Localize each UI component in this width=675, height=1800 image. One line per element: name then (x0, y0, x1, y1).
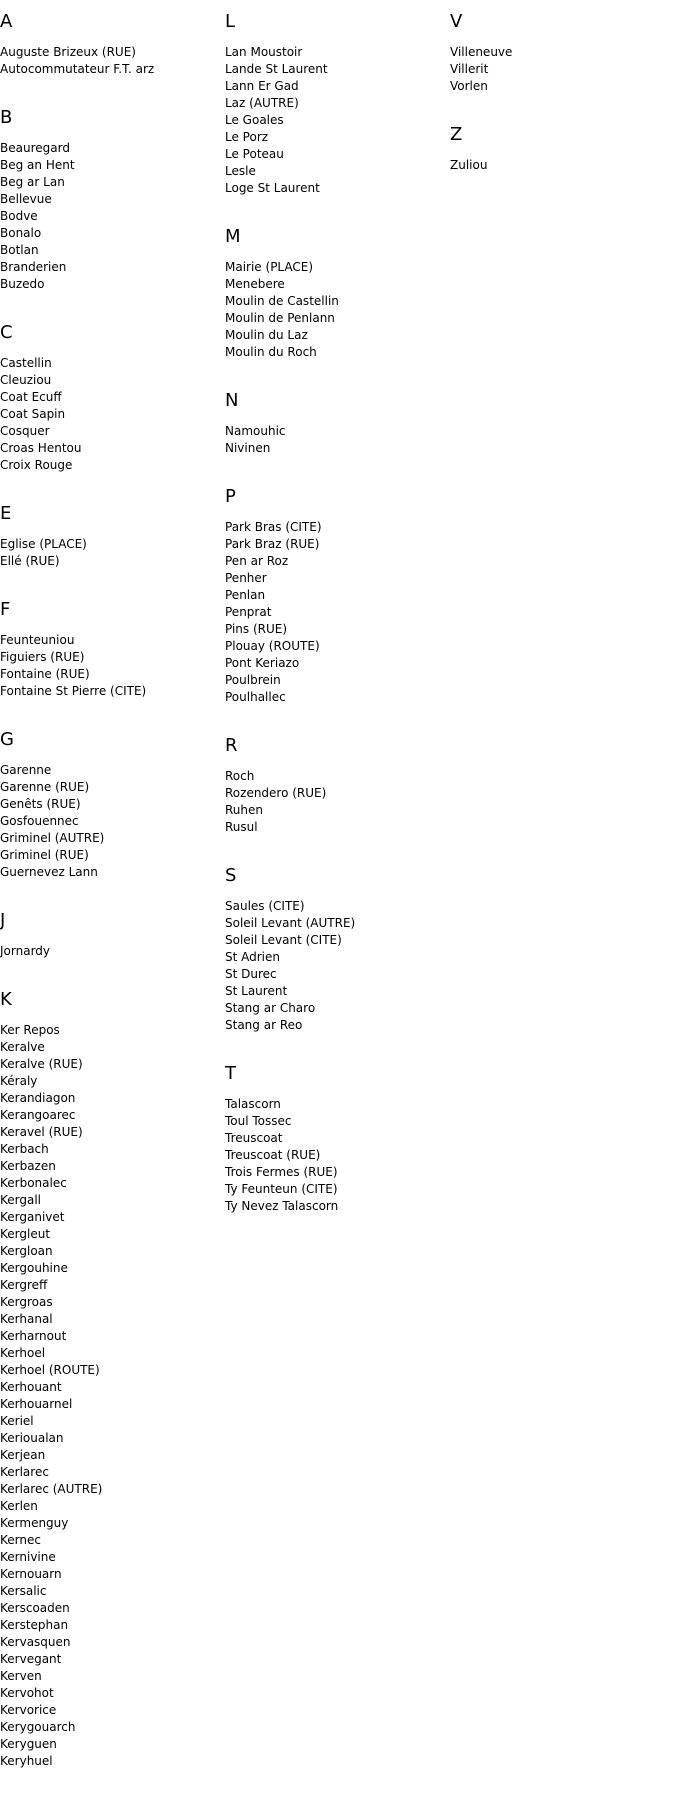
street-list (0, 355, 220, 474)
letter-section-b (0, 108, 220, 293)
street-entry: Moulin de Castellin (225, 294, 339, 308)
street-entry: Treuscoat (225, 1131, 283, 1145)
street-list (0, 536, 220, 570)
street-entry: Villerit (450, 62, 489, 76)
street-entry: Park Braz (RUE) (225, 537, 320, 551)
street-entry: Kergall (0, 1193, 42, 1207)
street-list (225, 898, 445, 1034)
street-entry: Moulin du Laz (225, 328, 308, 342)
street-entry: Lesle (225, 164, 256, 178)
street-entry: Botlan (0, 243, 39, 257)
street-list (0, 1022, 220, 1770)
street-entry: Vorlen (450, 79, 488, 93)
letter-section-r (225, 736, 445, 836)
street-entry: Penprat (225, 605, 272, 619)
section-letter-heading: V (450, 11, 463, 32)
street-entry: Lande St Laurent (225, 62, 328, 76)
street-entry: Le Porz (225, 130, 269, 144)
street-entry: Figuiers (RUE) (0, 650, 85, 664)
street-entry: Eglise (PLACE) (0, 537, 87, 551)
street-entry: Kerscoaden (0, 1601, 70, 1615)
street-entry: Kernivine (0, 1550, 56, 1564)
street-entry: Buzedo (0, 277, 45, 291)
letter-section-v (450, 12, 670, 95)
letter-section-s (225, 866, 445, 1034)
street-entry: Lan Moustoir (225, 45, 303, 59)
section-letter-heading: P (225, 486, 236, 507)
street-entry: Keriel (0, 1414, 34, 1428)
street-entry: Guernevez Lann (0, 865, 98, 879)
street-entry: Croix Rouge (0, 458, 73, 472)
section-letter-heading: N (225, 390, 239, 411)
index-column-1 (0, 12, 220, 1800)
section-letter-heading: B (0, 107, 13, 128)
street-entry: Talascorn (225, 1097, 281, 1111)
street-entry: Moulin du Roch (225, 345, 317, 359)
street-entry: Kerhouant (0, 1380, 62, 1394)
street-entry: Autocommutateur F.T. arz (0, 62, 155, 76)
street-entry: Penher (225, 571, 267, 585)
street-list (0, 44, 220, 78)
letter-section-e (0, 504, 220, 570)
street-entry: Griminel (AUTRE) (0, 831, 105, 845)
street-list (0, 762, 220, 881)
street-entry: Fontaine (RUE) (0, 667, 90, 681)
street-entry: Keralve (RUE) (0, 1057, 83, 1071)
street-entry: Soleil Levant (CITE) (225, 933, 342, 947)
street-list (225, 1096, 445, 1215)
street-entry: Kergreff (0, 1278, 48, 1292)
street-entry: St Laurent (225, 984, 288, 998)
street-entry: Kerjean (0, 1448, 46, 1462)
street-entry: Kerhanal (0, 1312, 53, 1326)
street-entry: Keravel (RUE) (0, 1125, 83, 1139)
street-entry: Kerstephan (0, 1618, 69, 1632)
street-entry: Kergouhine (0, 1261, 68, 1275)
street-entry: Pins (RUE) (225, 622, 288, 636)
street-entry: Gosfouennec (0, 814, 79, 828)
street-entry: Kernouarn (0, 1567, 62, 1581)
street-entry: Kerganivet (0, 1210, 65, 1224)
letter-section-z (450, 125, 670, 174)
street-entry: Kerygouarch (0, 1720, 76, 1734)
street-entry: Fontaine St Pierre (CITE) (0, 684, 147, 698)
section-letter-heading: Z (450, 124, 463, 145)
street-entry: Moulin de Penlann (225, 311, 335, 325)
street-entry: Rusul (225, 820, 258, 834)
street-entry: Kervorice (0, 1703, 57, 1717)
street-entry: Toul Tossec (225, 1114, 292, 1128)
street-entry: Le Goales (225, 113, 284, 127)
street-entry: Ty Nevez Talascorn (225, 1199, 339, 1213)
street-entry: Penlan (225, 588, 266, 602)
section-letter-heading: M (225, 226, 241, 247)
street-entry: Villeneuve (450, 45, 513, 59)
street-entry: Kerbazen (0, 1159, 56, 1173)
street-entry: Kerandiagon (0, 1091, 76, 1105)
street-entry: Coat Sapin (0, 407, 66, 421)
street-entry: Croas Hentou (0, 441, 82, 455)
street-entry: Kerhoel (0, 1346, 46, 1360)
street-entry: Kerangoarec (0, 1108, 76, 1122)
street-entry: Kerhoel (ROUTE) (0, 1363, 100, 1377)
section-letter-heading: T (225, 1063, 236, 1084)
letter-section-m (225, 227, 445, 361)
street-entry: Kerharnout (0, 1329, 67, 1343)
street-entry: Saules (CITE) (225, 899, 305, 913)
street-entry: Pen ar Roz (225, 554, 289, 568)
street-entry: Kervegant (0, 1652, 62, 1666)
street-entry: Kerlen (0, 1499, 38, 1513)
section-letter-heading: L (225, 11, 236, 32)
street-entry: Beg an Hent (0, 158, 75, 172)
street-list (225, 423, 445, 457)
letter-section-j (0, 911, 220, 960)
street-entry: Kéraly (0, 1074, 38, 1088)
street-entry: Jornardy (0, 944, 51, 958)
letter-section-f (0, 600, 220, 700)
street-entry: Cleuziou (0, 373, 52, 387)
street-list (0, 632, 220, 700)
section-letter-heading: S (225, 865, 237, 886)
section-letter-heading: K (0, 989, 12, 1010)
street-entry: Kerbonalec (0, 1176, 67, 1190)
street-entry: Bonalo (0, 226, 42, 240)
street-entry: Coat Ecuff (0, 390, 62, 404)
street-entry: Poulbrein (225, 673, 281, 687)
street-entry: Treuscoat (RUE) (225, 1148, 321, 1162)
street-list (225, 259, 445, 361)
street-entry: Bellevue (0, 192, 52, 206)
street-entry: Rozendero (RUE) (225, 786, 327, 800)
street-entry: Menebere (225, 277, 285, 291)
section-letter-heading: R (225, 735, 238, 756)
street-entry: Nivinen (225, 441, 271, 455)
street-entry: Kerlarec (AUTRE) (0, 1482, 103, 1496)
street-list (450, 44, 670, 95)
letter-section-l (225, 12, 445, 197)
street-entry: Kervohot (0, 1686, 54, 1700)
section-letter-heading: A (0, 11, 13, 32)
street-entry: Lann Er Gad (225, 79, 299, 93)
street-entry: Loge St Laurent (225, 181, 320, 195)
street-entry: Mairie (PLACE) (225, 260, 314, 274)
street-list (225, 44, 445, 197)
letter-section-k (0, 990, 220, 1770)
letter-section-a (0, 12, 220, 78)
street-list (0, 140, 220, 293)
street-entry: Keryhuel (0, 1754, 53, 1768)
street-entry: Le Poteau (225, 147, 284, 161)
street-entry: Namouhic (225, 424, 286, 438)
street-entry: St Durec (225, 967, 277, 981)
index-column-2 (225, 12, 445, 1245)
street-entry: Garenne (RUE) (0, 780, 90, 794)
street-entry: Griminel (RUE) (0, 848, 89, 862)
street-entry: Castellin (0, 356, 52, 370)
street-entry: Kermenguy (0, 1516, 69, 1530)
street-entry: Kergloan (0, 1244, 53, 1258)
street-entry: Kerlarec (0, 1465, 49, 1479)
street-entry: Keralve (0, 1040, 45, 1054)
street-entry: Auguste Brizeux (RUE) (0, 45, 136, 59)
letter-section-g (0, 730, 220, 881)
street-list (225, 768, 445, 836)
section-letter-heading: J (0, 910, 6, 931)
letter-section-c (0, 323, 220, 474)
street-entry: Ker Repos (0, 1023, 60, 1037)
street-entry: Plouay (ROUTE) (225, 639, 320, 653)
section-letter-heading: E (0, 503, 12, 524)
street-entry: Kerbach (0, 1142, 49, 1156)
street-entry: Keryguen (0, 1737, 57, 1751)
section-letter-heading: G (0, 729, 14, 750)
street-list (0, 943, 220, 960)
letter-section-n (225, 391, 445, 457)
street-entry: Branderien (0, 260, 67, 274)
street-entry: Kervasquen (0, 1635, 71, 1649)
street-entry: Ruhen (225, 803, 263, 817)
street-entry: Poulhallec (225, 690, 286, 704)
letter-section-p (225, 487, 445, 706)
street-entry: Kernec (0, 1533, 41, 1547)
street-entry: Kerven (0, 1669, 42, 1683)
street-entry: Beauregard (0, 141, 70, 155)
section-letter-heading: F (0, 599, 11, 620)
index-column-3 (450, 12, 670, 204)
street-entry: Roch (225, 769, 255, 783)
street-entry: Genêts (RUE) (0, 797, 81, 811)
letter-section-t (225, 1064, 445, 1215)
street-entry: Beg ar Lan (0, 175, 65, 189)
street-list (225, 519, 445, 706)
street-entry: Stang ar Reo (225, 1018, 303, 1032)
street-entry: Kergroas (0, 1295, 53, 1309)
street-entry: Kersalic (0, 1584, 47, 1598)
street-entry: Pont Keriazo (225, 656, 300, 670)
street-entry: Park Bras (CITE) (225, 520, 322, 534)
street-entry: Bodve (0, 209, 38, 223)
street-entry: Kerhouarnel (0, 1397, 73, 1411)
street-entry: Ellé (RUE) (0, 554, 60, 568)
street-entry: Trois Fermes (RUE) (225, 1165, 338, 1179)
street-entry: Kerioualan (0, 1431, 64, 1445)
street-entry: Kergleut (0, 1227, 51, 1241)
street-entry: Feunteuniou (0, 633, 75, 647)
street-list (450, 157, 670, 174)
street-entry: Stang ar Charo (225, 1001, 316, 1015)
street-entry: Ty Feunteun (CITE) (225, 1182, 338, 1196)
street-entry: Zuliou (450, 158, 488, 172)
street-entry: St Adrien (225, 950, 281, 964)
street-entry: Cosquer (0, 424, 50, 438)
section-letter-heading: C (0, 322, 13, 343)
street-entry: Soleil Levant (AUTRE) (225, 916, 356, 930)
street-entry: Laz (AUTRE) (225, 96, 299, 110)
street-entry: Garenne (0, 763, 52, 777)
